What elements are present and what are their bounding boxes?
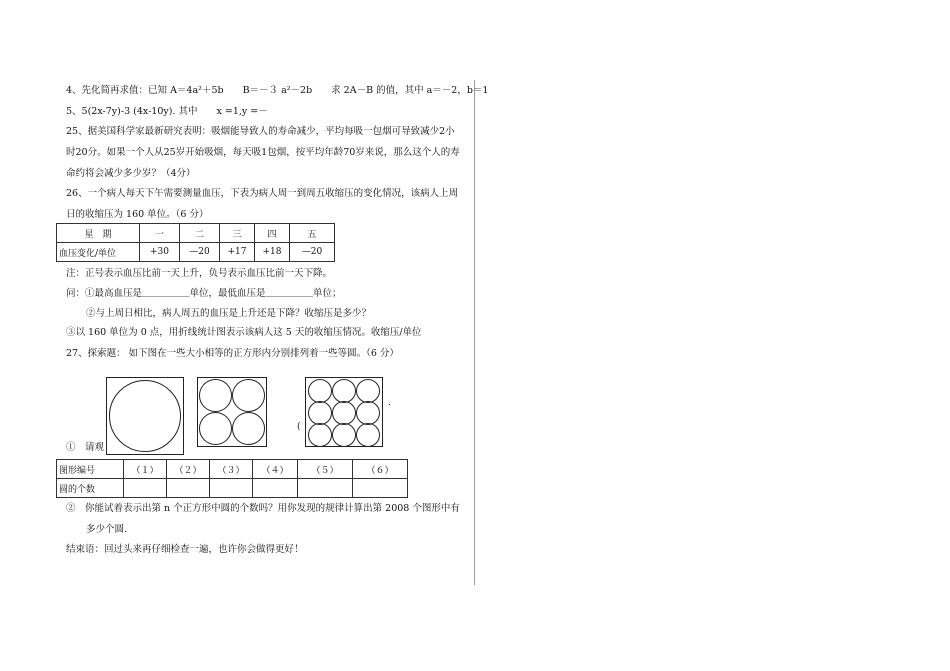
q4-line2: 5、5(2x-7y)-3 (4x-10y). 其中 x =1,y =－ xyxy=(66,106,268,117)
table-cell: （１） xyxy=(124,460,167,479)
blood-pressure-table xyxy=(56,223,335,262)
paren-mark: ( xyxy=(297,422,301,432)
table-cell: +18 xyxy=(255,243,290,262)
circle xyxy=(332,401,356,425)
table-cell: 三 xyxy=(220,224,255,243)
table-cell: 圆的个数 xyxy=(57,479,124,498)
circle xyxy=(232,379,265,412)
q25-line2: 时20分。如果一个人从25岁开始吸烟，每天吸1包烟，按平均年龄70岁来说，那么这个人的寿 xyxy=(66,147,460,158)
circle xyxy=(332,423,356,447)
table-cell: （３） xyxy=(210,460,253,479)
q27-q2-line2: 多少个圆. xyxy=(86,524,128,535)
q27-title: 27、探索题： 如下图在一些大小相等的正方形内分别排列着一些等圆。（6 分） xyxy=(66,348,399,359)
table-cell xyxy=(253,479,298,498)
q26-ask2: ②与上周日相比，病人周五的血压是上升还是下降？收缩压是多少？ xyxy=(86,308,372,319)
q26-line1: 26、一个病人每天下午需要测量血压，下表为病人周一到周五收缩压的变化情况，该病人上周 xyxy=(66,188,459,199)
q4-line1: 4、先化简再求值：已知 A＝4a²＋5b B＝－３ a²－2b 求 2A－B 的值，其中 a＝－2，b＝1 xyxy=(66,85,489,96)
table-cell: 星 期 xyxy=(57,224,140,243)
q26-ask3: ③以 160 单位为 0 点，用折线统计图表示该病人这 5 天的收缩压情况。收缩压/单位 xyxy=(66,327,422,338)
table-row xyxy=(57,224,335,243)
circle xyxy=(199,412,232,445)
table-row xyxy=(57,460,408,479)
q27-observe: ① 请观 xyxy=(66,442,105,453)
circle xyxy=(356,401,380,425)
q26-note: 注：正号表示血压比前一天上升，负号表示血压比前一天下降。 xyxy=(66,268,333,279)
table-cell: 四 xyxy=(255,224,290,243)
table-cell: 血压变化/单位 xyxy=(57,243,140,262)
table-cell xyxy=(167,479,210,498)
figure-3-square xyxy=(305,377,383,447)
circle xyxy=(308,423,332,447)
table-cell: 一 xyxy=(140,224,180,243)
circle xyxy=(356,379,380,403)
circle xyxy=(199,379,232,412)
table-cell: （６） xyxy=(353,460,408,479)
table-row xyxy=(57,479,408,498)
table-cell xyxy=(298,479,353,498)
circle xyxy=(332,379,356,403)
circle xyxy=(308,401,332,425)
column-divider xyxy=(474,80,475,585)
table-cell: +30 xyxy=(140,243,180,262)
table-cell xyxy=(124,479,167,498)
q27-q2-line1: ② 你能试着表示出第 n 个正方形中圆的个数吗？用你发现的规律计算出第 2008 个图形中有 xyxy=(66,503,460,514)
circle-count-table xyxy=(56,459,408,498)
q25-line1: 25、据美国科学家最新研究表明：吸烟能导致人的寿命减少，平均每吸一包烟可导致减少2小 xyxy=(66,126,455,137)
q26-ask1: 问：①最高血压是＿＿＿＿＿单位，最低血压是＿＿＿＿＿单位； xyxy=(66,288,342,299)
table-cell: —20 xyxy=(290,243,335,262)
circle xyxy=(232,412,265,445)
table-cell: +17 xyxy=(220,243,255,262)
table-cell: （２） xyxy=(167,460,210,479)
figure-2-square xyxy=(197,377,267,447)
figure-1-square xyxy=(106,377,184,455)
table-row xyxy=(57,243,335,262)
table-cell: （５） xyxy=(298,460,353,479)
q26-line2: 日的收缩压为 160 单位。（6 分） xyxy=(66,209,209,220)
table-cell xyxy=(353,479,408,498)
table-cell: 二 xyxy=(180,224,220,243)
table-cell xyxy=(210,479,253,498)
circle xyxy=(308,379,332,403)
ending-note: 结束语：回过头来再仔细检查一遍，也许你会做得更好！ xyxy=(66,544,304,555)
table-cell: —20 xyxy=(180,243,220,262)
table-cell: 图形编号 xyxy=(57,460,124,479)
circle xyxy=(109,380,181,452)
q25-line3: 命约将会减少多少岁？（4分） xyxy=(66,168,196,179)
table-cell: 五 xyxy=(290,224,335,243)
circle xyxy=(356,423,380,447)
table-cell: （４） xyxy=(253,460,298,479)
dot-mark: . xyxy=(388,398,391,408)
